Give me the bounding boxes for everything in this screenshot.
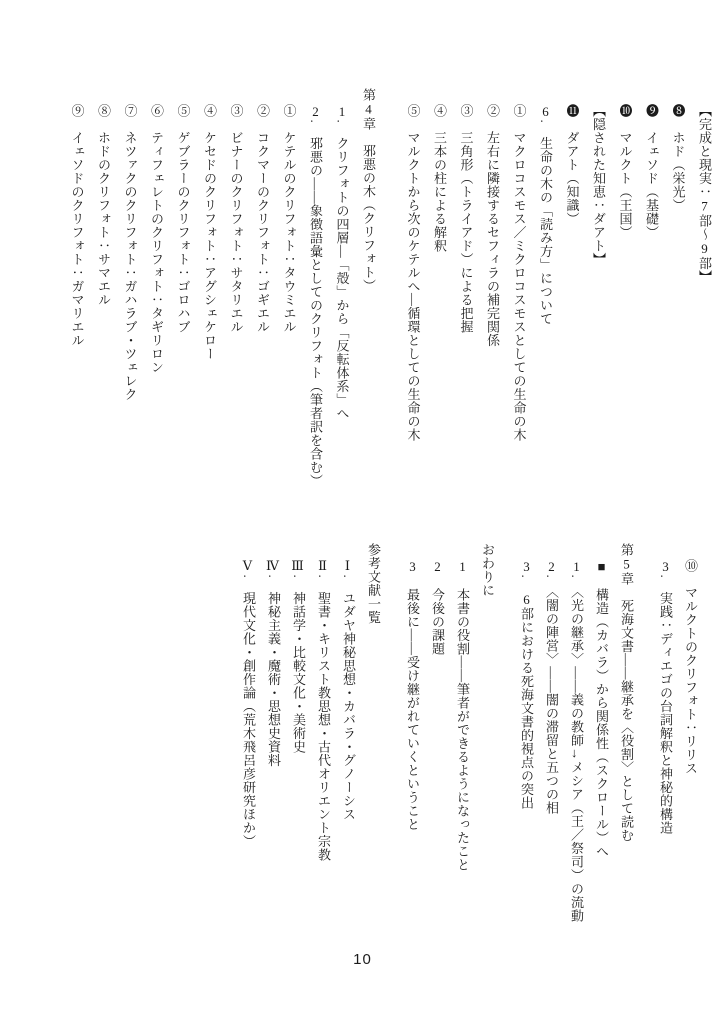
toc-entry: ❿ マルクト（王国）: [617, 104, 633, 239]
toc-entry: 3. 実践：ディエゴの台詞解釈と神秘的構造: [658, 559, 673, 835]
toc-entry: 2. 邪悪の——象徴語彙としてのクリフォト（筆者訳を含む）: [308, 104, 323, 488]
toc-section-heading: 参考文献一覧: [366, 543, 381, 624]
toc-entry: ⑨ イェソドのクリフォト：ガマリエル: [69, 104, 85, 347]
toc-entry: 【完成と現実：7部〜9部】: [697, 104, 712, 284]
toc-entry: ④ 三本の柱による解釈: [432, 104, 447, 253]
toc-upper-tier: [63, 88, 717, 563]
toc-section-heading: おわりに: [480, 543, 495, 597]
toc-entry: ⑤ マルクトから次のケテルへ—循環としての生命の木: [405, 104, 421, 442]
toc-entry: ❾ イェソド（基礎）: [644, 104, 659, 239]
toc-entry: Ⅲ. 神話学・比較文化・美術史: [291, 559, 306, 754]
toc-entry: Ⅱ. 聖書・キリスト教思想・古代オリエント宗教: [316, 559, 331, 862]
toc-entry: ⓫ ダアト（知識）: [564, 104, 580, 226]
toc-entry: 【隠された知恵：ダアト】: [591, 104, 606, 266]
toc-entry: 1 本書の役割——筆者ができるようになったこと: [455, 559, 470, 872]
toc-entry: ④ ケセドのクリフォト：アグシェケロー: [202, 104, 217, 361]
toc-entry: ② 左右に隣接するセフィラの補完関係: [485, 104, 500, 347]
toc-entry: ② コクマーのクリフォト：ゴギエル: [255, 104, 270, 334]
toc-entry: ■ 構造（カバラ）から関係性（スクロール）へ: [594, 559, 609, 858]
toc-entry: ③ ビナーのクリフォト：サタリエル: [228, 104, 244, 334]
toc-entry: ③ 三角形（トライアド）による把握: [458, 104, 474, 334]
toc-lower-tier: [236, 543, 703, 1018]
toc-section-heading: 第5章 死海文書——継承を〈役割〉として読む: [619, 543, 634, 842]
toc-entry: ⑧ ホドのクリフォト：サマエル: [96, 104, 111, 307]
toc-entry: ⑤ ゲブラーのクリフォト：ゴロハブ: [175, 104, 191, 334]
toc-entry: ① マクロコスモス／ミクロコスモスとしての生命の木: [511, 104, 527, 442]
toc-entry: Ⅴ. 現代文化・創作論（荒木飛呂彦研究ほか）: [241, 559, 256, 849]
toc-entry: 1. 〈光の継承〉——義の教師→メシア（王／祭司）の流動: [569, 559, 584, 923]
toc-entry: 2 今後の課題: [430, 559, 445, 656]
toc-entry: ❽ ホド（栄光）: [670, 104, 686, 212]
toc-entry: 1. クリフォトの四層—「殻」から「反転体系」へ: [334, 104, 350, 421]
toc-entry: ① ケテルのクリフォト：タウミエル: [281, 104, 297, 334]
toc-entry: Ⅳ. 神秘主義・魔術・思想史資料: [266, 559, 281, 768]
toc-entry: ⑥ ティフェレトのクリフォト：タギリロン: [149, 104, 164, 374]
toc-entry: Ⅰ. ユダヤ神秘思想・カバラ・グノーシス: [341, 559, 356, 822]
toc-entry: 2. 〈闇の陣営〉——闇の滞留と五つの相: [544, 559, 559, 815]
page-number: 10: [353, 951, 372, 968]
toc-entry: ⑩ マルクトのクリフォト：リリス: [683, 559, 698, 775]
toc-entry: ⑦ ネツァクのクリフォト：ガハラブ・ツェレク: [122, 104, 138, 401]
toc-entry: 3 最後に——受け継がれていくということ: [405, 559, 420, 831]
toc-entry: 6. 生命の木の「読み方」について: [538, 104, 553, 326]
toc-entry: 3. 6部における死海文書的視点の突出: [519, 559, 534, 810]
toc-section-heading: 第4章 邪悪の木（クリフォト）: [361, 88, 376, 293]
